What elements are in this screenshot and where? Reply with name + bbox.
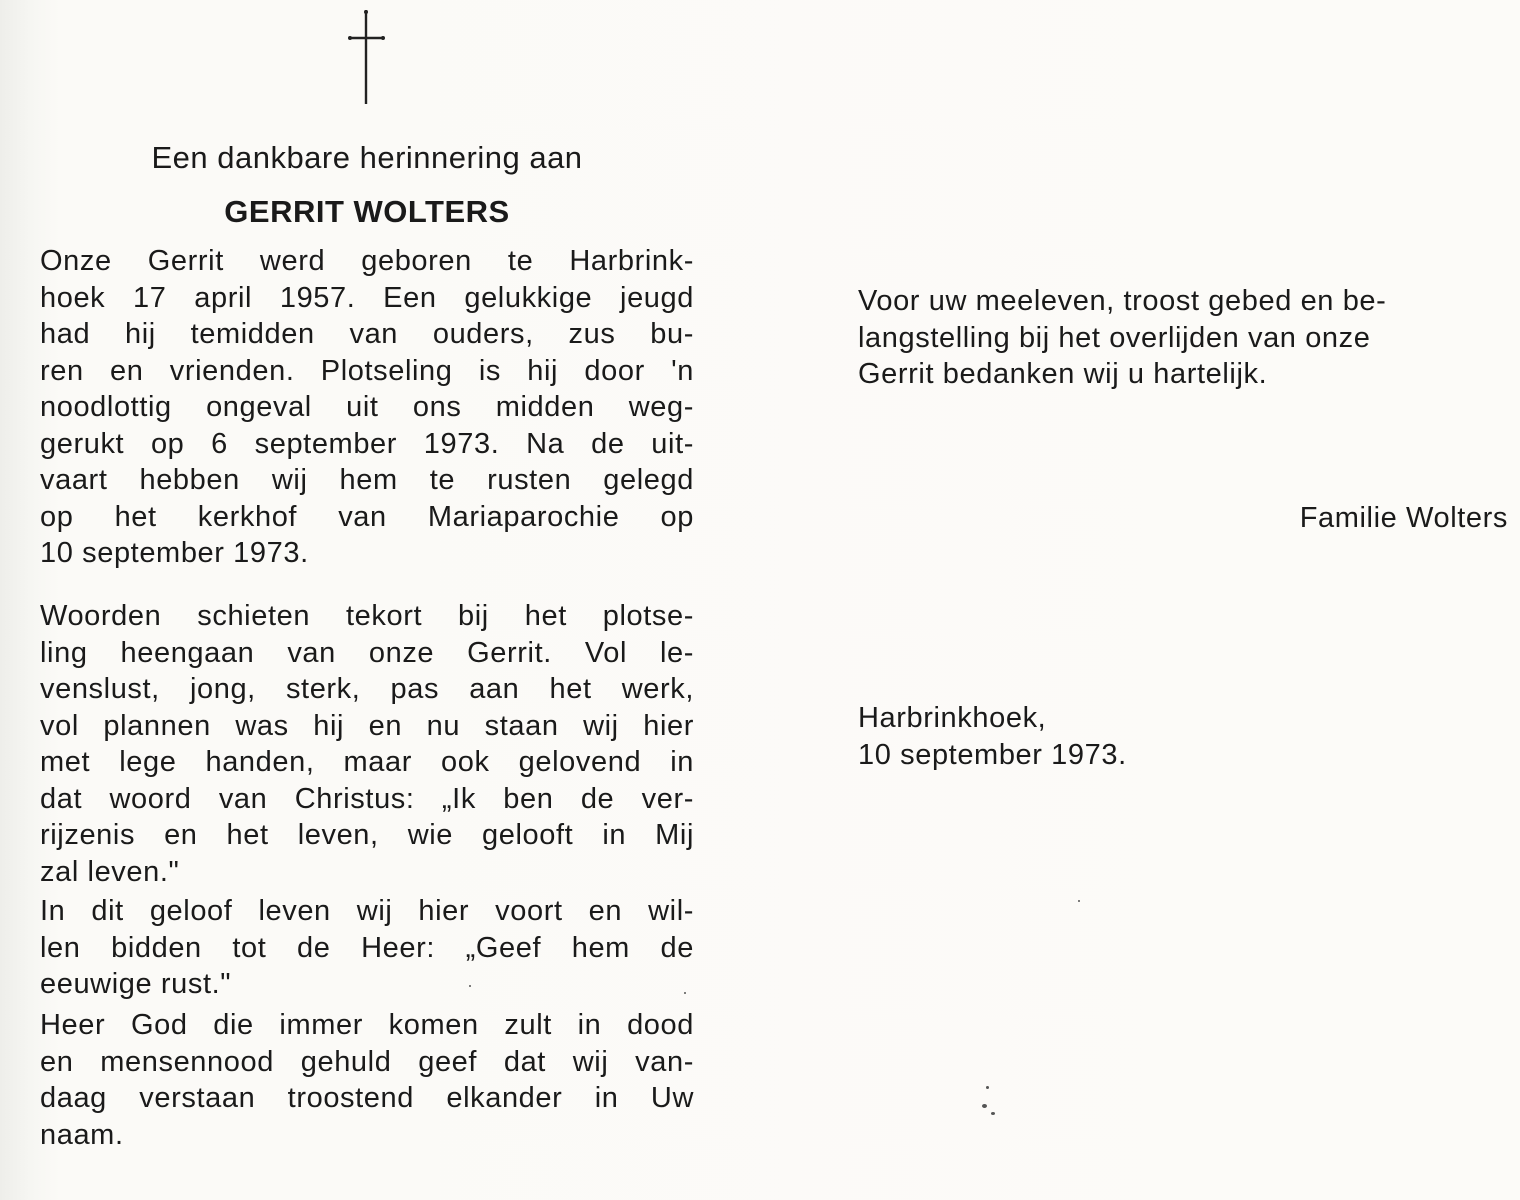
text-line: vaart hebben wij hem te rusten gelegd xyxy=(40,464,694,496)
intro-text: Een dankbare herinnering aan xyxy=(151,140,583,175)
reflection-paragraph xyxy=(40,598,694,890)
text-line: noodlottig ongeval uit ons midden weg- xyxy=(40,391,694,423)
text-line: en mensennood gehuld geef dat wij van- xyxy=(40,1045,694,1078)
thanks-message xyxy=(858,283,1386,393)
print-speck xyxy=(982,1104,987,1108)
print-speck xyxy=(684,992,686,994)
print-speck xyxy=(986,1086,989,1089)
text-line: Gerrit bedanken wij u hartelijk. xyxy=(858,358,1268,390)
prayer-paragraph xyxy=(40,1007,694,1153)
text-line: Voor uw meeleven, troost gebed en be- xyxy=(858,285,1387,317)
text-line: daag verstaan troostend elkander in Uw xyxy=(40,1082,694,1114)
print-speck xyxy=(469,985,471,987)
text-line: Harbrinkhoek, xyxy=(858,702,1047,734)
text-line: venslust, jong, sterk, pas aan het werk, xyxy=(40,673,694,705)
text-line: 10 september 1973. xyxy=(40,537,309,569)
text-line: vol plannen was hij en nu staan wij hier xyxy=(40,709,694,742)
text-line: gerukt op 6 september 1973. Na de uit- xyxy=(40,427,694,460)
text-line: eeuwige rust." xyxy=(40,968,232,1000)
text-line: zal leven." xyxy=(40,855,180,888)
text-line: hoek 17 april 1957. Een gelukkige jeugd xyxy=(40,281,694,314)
text-line: In dit geloof leven wij hier voort en wil- xyxy=(40,895,694,927)
text-line: 10 september 1973. xyxy=(858,738,1127,771)
text-line: ling heengaan van onze Gerrit. Vol le- xyxy=(40,636,694,669)
text-line: met lege handen, maar ook gelovend in xyxy=(40,746,694,778)
text-line: op het kerkhof van Mariaparochie op xyxy=(40,500,694,533)
biography-paragraph xyxy=(40,243,694,572)
text-line: naam. xyxy=(40,1118,124,1151)
text-line: rijzenis en het leven, wie gelooft in Mij xyxy=(40,819,694,851)
text-line: dat woord van Christus: „Ik ben de ver- xyxy=(40,782,694,815)
text-line: langstelling bij het overlijden van onze xyxy=(858,321,1371,354)
place-and-date xyxy=(858,700,1127,773)
text-line: Onze Gerrit werd geboren te Harbrink- xyxy=(40,245,694,277)
text-line: len bidden tot de Heer: „Geef hem de xyxy=(40,931,694,964)
faith-paragraph xyxy=(40,893,694,1003)
text-line: had hij temidden van ouders, zus bu- xyxy=(40,318,694,350)
family-signature: Familie Wolters xyxy=(1299,502,1508,534)
print-speck xyxy=(991,1112,995,1115)
text-line: Heer God die immer komen zult in dood xyxy=(40,1009,694,1041)
print-speck xyxy=(1078,900,1080,902)
deceased-name: GERRIT WOLTERS xyxy=(224,194,510,229)
text-line: ren en vrienden. Plotseling is hij door 'n xyxy=(40,354,694,387)
latin-cross-icon xyxy=(347,8,387,106)
text-line: Woorden schieten tekort bij het plotse- xyxy=(40,600,694,632)
